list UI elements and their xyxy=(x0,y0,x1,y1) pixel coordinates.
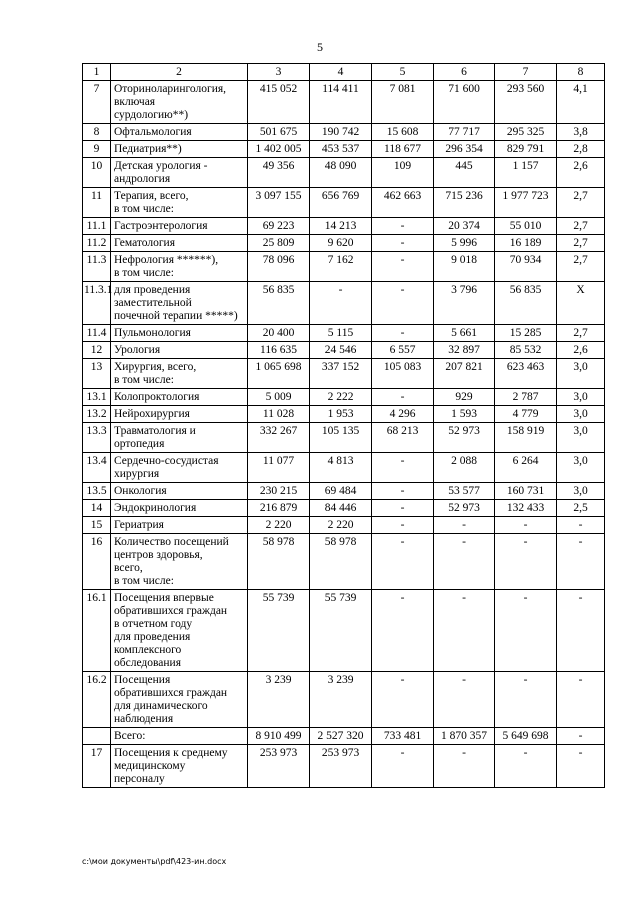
value-cell-c3: 69 223 xyxy=(248,218,310,235)
value-cell-c6: - xyxy=(434,745,495,788)
row-number: 14 xyxy=(83,500,111,517)
value-cell-c6: 1 593 xyxy=(434,406,495,423)
value-cell-c7: 295 325 xyxy=(495,124,557,141)
row-name-line: обратившихся граждан xyxy=(114,687,228,699)
value-cell-c8: 3,0 xyxy=(557,453,605,483)
row-name-line: для проведения xyxy=(114,284,191,296)
row-name xyxy=(111,359,248,389)
value-cell-c7: 1 977 723 xyxy=(495,188,557,218)
value-cell-c3: 5 009 xyxy=(248,389,310,406)
value-cell-c6: 715 236 xyxy=(434,188,495,218)
value-cell-c5: 6 557 xyxy=(372,342,434,359)
value-cell-c8: 3,8 xyxy=(557,124,605,141)
value-cell-c4: 7 162 xyxy=(310,252,372,282)
header-cell: 7 xyxy=(495,64,557,81)
value-cell-c4: 2 220 xyxy=(310,517,372,534)
value-cell-c5: - xyxy=(372,453,434,483)
value-cell-c8: - xyxy=(557,590,605,672)
row-name-line: Педиатрия**) xyxy=(114,143,182,155)
row-name-line: Колопроктология xyxy=(114,391,200,403)
row-name-line: заместительной xyxy=(114,297,192,309)
value-cell-c7: 4 779 xyxy=(495,406,557,423)
value-cell-c6: - xyxy=(434,517,495,534)
row-name-line: Офтальмология xyxy=(114,126,192,138)
file-path-footer: c:\мои документы\pdf\423-ин.docx xyxy=(82,857,227,866)
row-name xyxy=(111,453,248,483)
value-cell-c7: 158 919 xyxy=(495,423,557,453)
value-cell-c8: 2,7 xyxy=(557,235,605,252)
value-cell-c3: 116 635 xyxy=(248,342,310,359)
value-cell-c7: 56 835 xyxy=(495,282,557,325)
value-cell-c6: 71 600 xyxy=(434,81,495,124)
table-row xyxy=(83,389,605,406)
row-name xyxy=(111,158,248,188)
value-cell-c6: 9 018 xyxy=(434,252,495,282)
row-name xyxy=(111,235,248,252)
value-cell-c5: - xyxy=(372,325,434,342)
value-cell-c3: 230 215 xyxy=(248,483,310,500)
value-cell-c4: 9 620 xyxy=(310,235,372,252)
row-name-line: хирургия xyxy=(114,468,160,480)
row-name xyxy=(111,745,248,788)
value-cell-c5: - xyxy=(372,590,434,672)
value-cell-c5: - xyxy=(372,252,434,282)
value-cell-c6: - xyxy=(434,672,495,728)
value-cell-c5: - xyxy=(372,672,434,728)
value-cell-c7: - xyxy=(495,517,557,534)
value-cell-c7: 132 433 xyxy=(495,500,557,517)
row-name-line: центров здоровья, xyxy=(114,549,203,561)
value-cell-c7: 70 934 xyxy=(495,252,557,282)
table-row xyxy=(83,745,605,788)
value-cell-c8: 2,7 xyxy=(557,325,605,342)
value-cell-c8: 4,1 xyxy=(557,81,605,124)
value-cell-c7: 85 532 xyxy=(495,342,557,359)
row-name-line: обратившихся граждан xyxy=(114,605,228,617)
value-cell-c5: 15 608 xyxy=(372,124,434,141)
value-cell-c8: Х xyxy=(557,282,605,325)
value-cell-c7: - xyxy=(495,534,557,590)
row-name-line: в отчетном году xyxy=(114,618,193,630)
row-number: 15 xyxy=(83,517,111,534)
table-row xyxy=(83,158,605,188)
value-cell-c6: 5 661 xyxy=(434,325,495,342)
row-number: 10 xyxy=(83,158,111,188)
value-cell-c6: 52 973 xyxy=(434,500,495,517)
value-cell-c4: 3 239 xyxy=(310,672,372,728)
table-header-row xyxy=(83,64,605,81)
row-number: 12 xyxy=(83,342,111,359)
value-cell-c8: - xyxy=(557,745,605,788)
row-name-line: в том числе: xyxy=(114,575,174,587)
value-cell-c8: - xyxy=(557,534,605,590)
table-row xyxy=(83,252,605,282)
table-row xyxy=(83,500,605,517)
row-name-line: в том числе: xyxy=(114,203,174,215)
value-cell-c8: - xyxy=(557,728,605,745)
value-cell-c4: 114 411 xyxy=(310,81,372,124)
value-cell-c7: 16 189 xyxy=(495,235,557,252)
value-cell-c6: 77 717 xyxy=(434,124,495,141)
value-cell-c5: 68 213 xyxy=(372,423,434,453)
value-cell-c7: 829 791 xyxy=(495,141,557,158)
value-cell-c7: 623 463 xyxy=(495,359,557,389)
value-cell-c7: - xyxy=(495,590,557,672)
value-cell-c3: 3 239 xyxy=(248,672,310,728)
value-cell-c7: 55 010 xyxy=(495,218,557,235)
row-name-line: для проведения xyxy=(114,631,191,643)
row-number: 16 xyxy=(83,534,111,590)
value-cell-c3: 78 096 xyxy=(248,252,310,282)
value-cell-c5: - xyxy=(372,517,434,534)
value-cell-c7: 15 285 xyxy=(495,325,557,342)
value-cell-c8: 2,7 xyxy=(557,218,605,235)
table-row xyxy=(83,282,605,325)
value-cell-c6: 20 374 xyxy=(434,218,495,235)
row-number: 13.2 xyxy=(83,406,111,423)
row-name-line: Посещения впервые xyxy=(114,592,214,604)
data-table xyxy=(82,63,605,788)
row-name xyxy=(111,590,248,672)
value-cell-c4: 24 546 xyxy=(310,342,372,359)
table-row xyxy=(83,453,605,483)
row-name xyxy=(111,406,248,423)
value-cell-c4: 337 152 xyxy=(310,359,372,389)
row-name-line: Эндокринология xyxy=(114,502,197,514)
row-name-line: комплексного xyxy=(114,644,182,656)
row-name-line: Хирургия, всего, xyxy=(114,361,197,373)
value-cell-c3: 56 835 xyxy=(248,282,310,325)
row-name-line: ортопедия xyxy=(114,438,165,450)
value-cell-c6: 53 577 xyxy=(434,483,495,500)
value-cell-c7: 6 264 xyxy=(495,453,557,483)
row-name xyxy=(111,325,248,342)
row-name xyxy=(111,282,248,325)
row-name-line: сурдологию**) xyxy=(114,109,189,121)
value-cell-c3: 415 052 xyxy=(248,81,310,124)
value-cell-c6: 207 821 xyxy=(434,359,495,389)
table-row xyxy=(83,728,605,745)
table-row xyxy=(83,235,605,252)
table-row xyxy=(83,423,605,453)
value-cell-c6: 929 xyxy=(434,389,495,406)
value-cell-c5: 462 663 xyxy=(372,188,434,218)
value-cell-c6: 2 088 xyxy=(434,453,495,483)
value-cell-c8: 3,0 xyxy=(557,423,605,453)
value-cell-c4: 190 742 xyxy=(310,124,372,141)
value-cell-c5: - xyxy=(372,534,434,590)
header-cell: 3 xyxy=(248,64,310,81)
value-cell-c3: 8 910 499 xyxy=(248,728,310,745)
value-cell-c3: 11 077 xyxy=(248,453,310,483)
value-cell-c8: 3,0 xyxy=(557,359,605,389)
row-number xyxy=(83,728,111,745)
row-name-line: наблюдения xyxy=(114,713,174,725)
row-number: 13.5 xyxy=(83,483,111,500)
row-name xyxy=(111,218,248,235)
value-cell-c3: 25 809 xyxy=(248,235,310,252)
row-number: 7 xyxy=(83,81,111,124)
value-cell-c6: 1 870 357 xyxy=(434,728,495,745)
value-cell-c8: 2,6 xyxy=(557,158,605,188)
row-number: 11.3 xyxy=(83,252,111,282)
value-cell-c5: 4 296 xyxy=(372,406,434,423)
table-row xyxy=(83,406,605,423)
value-cell-c5: - xyxy=(372,483,434,500)
value-cell-c7: - xyxy=(495,672,557,728)
row-name-line: Посещения к среднему xyxy=(114,747,228,759)
value-cell-c3: 20 400 xyxy=(248,325,310,342)
value-cell-c6: 296 354 xyxy=(434,141,495,158)
row-name xyxy=(111,389,248,406)
value-cell-c4: 69 484 xyxy=(310,483,372,500)
table-row xyxy=(83,590,605,672)
row-name-line: Нефрология ******), xyxy=(114,254,219,266)
row-name xyxy=(111,728,248,745)
table-row xyxy=(83,218,605,235)
table-row xyxy=(83,672,605,728)
value-cell-c8: 2,6 xyxy=(557,342,605,359)
row-name-line: Нейрохирургия xyxy=(114,408,190,420)
table-row xyxy=(83,534,605,590)
value-cell-c7: 293 560 xyxy=(495,81,557,124)
header-cell: 1 xyxy=(83,64,111,81)
value-cell-c4: 4 813 xyxy=(310,453,372,483)
table-row xyxy=(83,141,605,158)
value-cell-c8: 3,0 xyxy=(557,389,605,406)
value-cell-c4: - xyxy=(310,282,372,325)
value-cell-c5: - xyxy=(372,389,434,406)
row-name xyxy=(111,517,248,534)
row-name-line: обследования xyxy=(114,657,181,669)
header-cell: 4 xyxy=(310,64,372,81)
row-number: 13 xyxy=(83,359,111,389)
row-name-line: медицинскому xyxy=(114,760,186,772)
value-cell-c3: 253 973 xyxy=(248,745,310,788)
table-row xyxy=(83,188,605,218)
value-cell-c5: 105 083 xyxy=(372,359,434,389)
row-number: 11.2 xyxy=(83,235,111,252)
table-row xyxy=(83,325,605,342)
value-cell-c5: - xyxy=(372,218,434,235)
row-name-line: Гериатрия xyxy=(114,519,164,531)
value-cell-c3: 1 402 005 xyxy=(248,141,310,158)
value-cell-c8: 2,7 xyxy=(557,252,605,282)
row-number: 9 xyxy=(83,141,111,158)
row-name xyxy=(111,672,248,728)
value-cell-c4: 58 978 xyxy=(310,534,372,590)
value-cell-c4: 1 953 xyxy=(310,406,372,423)
value-cell-c6: 5 996 xyxy=(434,235,495,252)
value-cell-c5: - xyxy=(372,235,434,252)
row-name-line: включая xyxy=(114,96,156,108)
row-name xyxy=(111,141,248,158)
value-cell-c4: 2 527 320 xyxy=(310,728,372,745)
value-cell-c3: 58 978 xyxy=(248,534,310,590)
value-cell-c6: 3 796 xyxy=(434,282,495,325)
value-cell-c3: 2 220 xyxy=(248,517,310,534)
row-name-line: Травматология и xyxy=(114,425,196,437)
row-name-line: Гастроэнтерология xyxy=(114,220,208,232)
value-cell-c3: 216 879 xyxy=(248,500,310,517)
row-name-line: Посещения xyxy=(114,674,171,686)
row-name-line: для динамического xyxy=(114,700,208,712)
value-cell-c3: 11 028 xyxy=(248,406,310,423)
value-cell-c7: 1 157 xyxy=(495,158,557,188)
value-cell-c3: 501 675 xyxy=(248,124,310,141)
row-name xyxy=(111,252,248,282)
header-cell: 2 xyxy=(111,64,248,81)
value-cell-c6: - xyxy=(434,534,495,590)
row-number: 11 xyxy=(83,188,111,218)
value-cell-c4: 253 973 xyxy=(310,745,372,788)
value-cell-c4: 5 115 xyxy=(310,325,372,342)
page-number: 5 xyxy=(317,40,323,54)
value-cell-c7: 160 731 xyxy=(495,483,557,500)
row-name-line: Пульмонология xyxy=(114,327,191,339)
value-cell-c7: - xyxy=(495,745,557,788)
value-cell-c4: 105 135 xyxy=(310,423,372,453)
table-body xyxy=(83,81,605,788)
row-name xyxy=(111,342,248,359)
row-name xyxy=(111,483,248,500)
row-name-line: Урология xyxy=(114,344,161,356)
table-row xyxy=(83,342,605,359)
value-cell-c3: 332 267 xyxy=(248,423,310,453)
row-number: 16.1 xyxy=(83,590,111,672)
value-cell-c8: 2,8 xyxy=(557,141,605,158)
value-cell-c5: 118 677 xyxy=(372,141,434,158)
row-number: 17 xyxy=(83,745,111,788)
value-cell-c8: 2,7 xyxy=(557,188,605,218)
value-cell-c6: 32 897 xyxy=(434,342,495,359)
row-name-line: Онкология xyxy=(114,485,167,497)
row-name-line: Терапия, всего, xyxy=(114,190,189,202)
row-name-line: Всего: xyxy=(114,730,146,742)
header-cell: 8 xyxy=(557,64,605,81)
row-number: 13.4 xyxy=(83,453,111,483)
row-name-line: Количество посещений xyxy=(114,536,229,548)
value-cell-c8: 3,0 xyxy=(557,483,605,500)
row-name-line: андрология xyxy=(114,173,171,185)
value-cell-c5: 7 081 xyxy=(372,81,434,124)
value-cell-c8: - xyxy=(557,517,605,534)
value-cell-c3: 1 065 698 xyxy=(248,359,310,389)
row-name-line: Гематология xyxy=(114,237,176,249)
value-cell-c8: - xyxy=(557,672,605,728)
value-cell-c7: 2 787 xyxy=(495,389,557,406)
row-name-line: персоналу xyxy=(114,773,165,785)
row-name-line: всего, xyxy=(114,562,143,574)
value-cell-c5: - xyxy=(372,500,434,517)
header-cell: 5 xyxy=(372,64,434,81)
value-cell-c4: 656 769 xyxy=(310,188,372,218)
row-name xyxy=(111,423,248,453)
value-cell-c7: 5 649 698 xyxy=(495,728,557,745)
table-row xyxy=(83,124,605,141)
value-cell-c4: 453 537 xyxy=(310,141,372,158)
value-cell-c6: 52 973 xyxy=(434,423,495,453)
value-cell-c6: - xyxy=(434,590,495,672)
row-number: 16.2 xyxy=(83,672,111,728)
row-name-line: в том числе: xyxy=(114,267,174,279)
row-name xyxy=(111,500,248,517)
table-row xyxy=(83,359,605,389)
row-name xyxy=(111,81,248,124)
table-row xyxy=(83,517,605,534)
row-number: 11.3.1 xyxy=(83,282,111,325)
value-cell-c3: 3 097 155 xyxy=(248,188,310,218)
value-cell-c3: 55 739 xyxy=(248,590,310,672)
value-cell-c3: 49 356 xyxy=(248,158,310,188)
row-name-line: почечной терапии *****) xyxy=(114,310,238,322)
value-cell-c4: 55 739 xyxy=(310,590,372,672)
value-cell-c5: 109 xyxy=(372,158,434,188)
row-number: 13.1 xyxy=(83,389,111,406)
row-number: 11.4 xyxy=(83,325,111,342)
row-name xyxy=(111,188,248,218)
value-cell-c5: 733 481 xyxy=(372,728,434,745)
row-number: 8 xyxy=(83,124,111,141)
row-name-line: Детская урология - xyxy=(114,160,208,172)
row-number: 11.1 xyxy=(83,218,111,235)
value-cell-c4: 14 213 xyxy=(310,218,372,235)
value-cell-c8: 2,5 xyxy=(557,500,605,517)
row-number: 13.3 xyxy=(83,423,111,453)
value-cell-c5: - xyxy=(372,282,434,325)
row-name-line: Оториноларингология, xyxy=(114,83,227,95)
table-row xyxy=(83,81,605,124)
value-cell-c5: - xyxy=(372,745,434,788)
value-cell-c4: 48 090 xyxy=(310,158,372,188)
row-name xyxy=(111,124,248,141)
value-cell-c4: 84 446 xyxy=(310,500,372,517)
value-cell-c6: 445 xyxy=(434,158,495,188)
row-name xyxy=(111,534,248,590)
value-cell-c8: 3,0 xyxy=(557,406,605,423)
value-cell-c4: 2 222 xyxy=(310,389,372,406)
row-name-line: Сердечно-сосудистая xyxy=(114,455,219,467)
row-name-line: в том числе: xyxy=(114,374,174,386)
header-cell: 6 xyxy=(434,64,495,81)
table-row xyxy=(83,483,605,500)
